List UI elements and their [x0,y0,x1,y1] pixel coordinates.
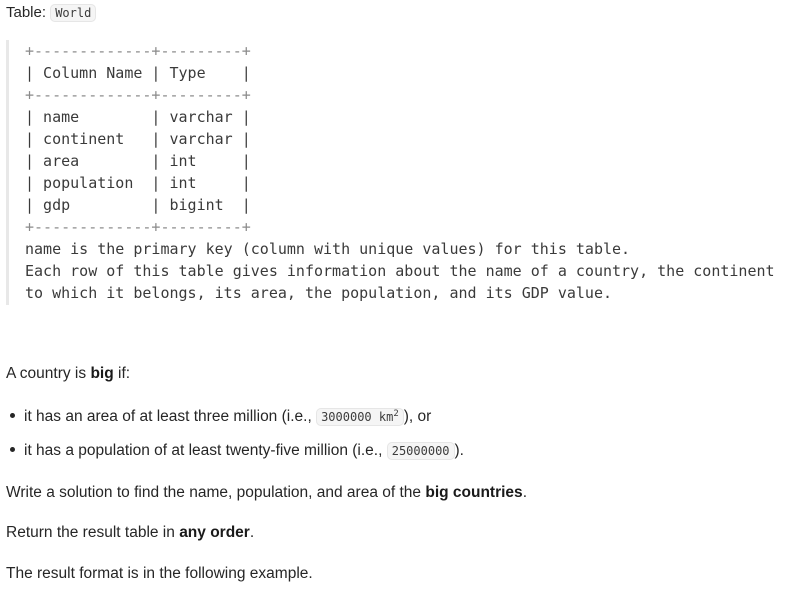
order-bold: any order [179,524,250,541]
task-paragraph [6,482,527,504]
condition-area-text: it has an area of at least three million (i.e., [24,408,317,425]
table-title [6,2,96,24]
schema-note-description-2: to which it belongs, its area, the population, and its GDP value. [25,284,612,302]
task-bold: big countries [425,484,523,501]
format-note: The result format is in the following example. [6,565,313,582]
schema-note-primary-key: name is the primary key (column with unique values) for this table. [25,240,631,258]
schema-row-population: | population | int | [25,174,251,192]
definition-prefix: A country is [6,365,91,382]
schema-row-name: | name | varchar | [25,108,251,126]
condition-population [10,440,464,462]
table-label: Table: [6,4,51,21]
schema-header-row: | Column Name | Type | [25,64,251,82]
schema-border-top: +-------------+---------+ [25,42,251,60]
schema-pre [25,40,775,304]
bullet-icon [10,413,15,418]
condition-population-suffix: ). [454,442,464,459]
bullet-icon [10,447,15,452]
condition-area [10,403,431,428]
table-name-code: World [50,4,96,22]
order-paragraph [6,522,254,544]
condition-area-suffix: ), or [403,408,432,425]
condition-population-code: 25000000 [387,442,455,460]
schema-block [6,40,800,305]
schema-row-continent: | continent | varchar | [25,130,251,148]
schema-border-bottom: +-------------+---------+ [25,218,251,236]
schema-row-area: | area | int | [25,152,251,170]
definition-bold: big [90,365,114,382]
task-suffix: . [522,484,527,501]
task-prefix: Write a solution to find the name, population, and area of the [6,484,426,501]
schema-border-mid: +-------------+---------+ [25,86,251,104]
schema-row-gdp: | gdp | bigint | [25,196,251,214]
area-value: 3000000 km [321,410,394,424]
condition-population-text: it has a population of at least twenty-five million (i.e., [24,442,387,459]
superscript: 2 [393,409,399,419]
order-prefix: Return the result table in [6,524,180,541]
definition-paragraph [6,363,130,385]
order-suffix: . [249,524,255,541]
condition-area-code [316,408,404,426]
definition-suffix: if: [113,365,131,382]
schema-note-description-1: Each row of this table gives information about the name of a country, the continent [25,262,775,280]
